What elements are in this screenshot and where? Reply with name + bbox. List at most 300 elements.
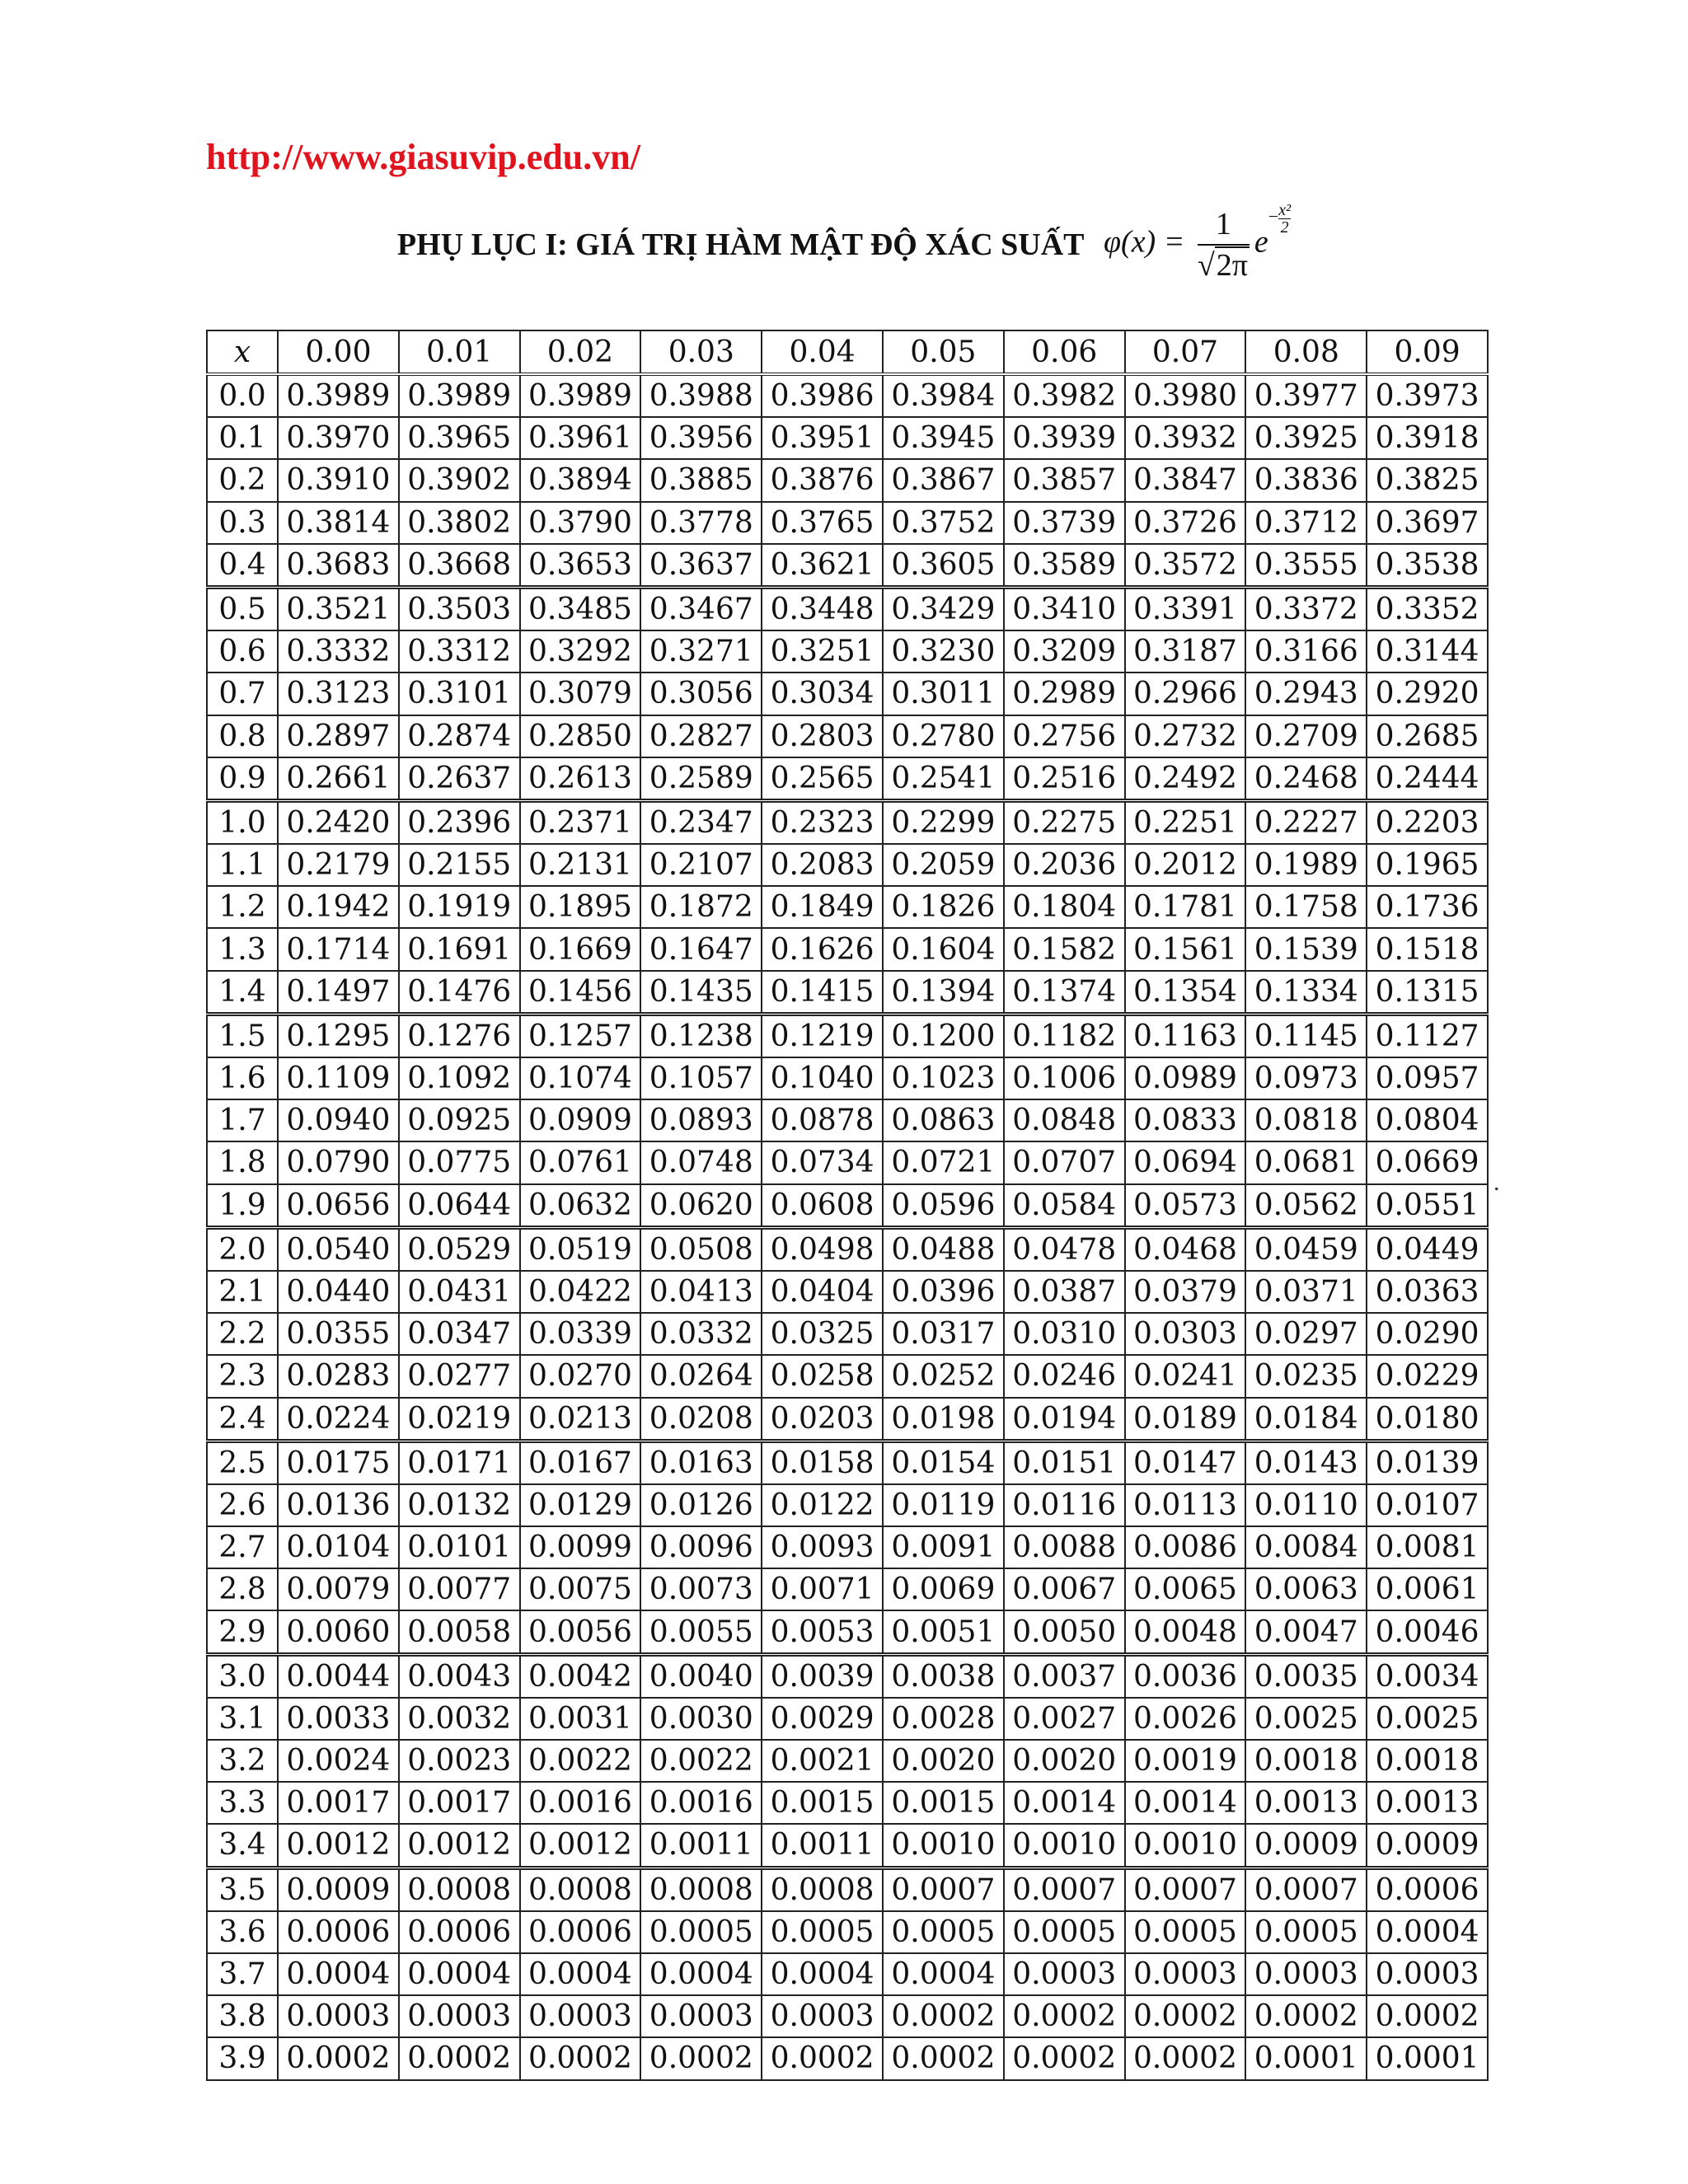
row-label: 1.1 [207, 844, 278, 886]
table-cell: 0.0009 [278, 1868, 399, 1911]
table-cell: 0.0069 [883, 1568, 1004, 1610]
table-cell: 0.3726 [1125, 502, 1246, 544]
row-label: 2.9 [207, 1610, 278, 1654]
table-cell: 0.1315 [1367, 971, 1488, 1015]
row-label: 1.2 [207, 886, 278, 928]
table-cell: 0.0009 [1367, 1824, 1488, 1868]
table-cell: 0.0129 [520, 1484, 641, 1526]
row-label: 3.1 [207, 1698, 278, 1740]
table-cell: 0.3653 [520, 544, 641, 588]
table-cell: 0.0096 [640, 1526, 762, 1568]
row-label: 1.8 [207, 1141, 278, 1183]
table-cell: 0.3621 [762, 544, 883, 588]
table-row [207, 715, 1488, 757]
table-row [207, 587, 1488, 630]
table-cell: 0.0050 [1004, 1610, 1125, 1654]
table-cell: 0.0008 [520, 1868, 641, 1911]
table-cell: 0.1295 [278, 1014, 399, 1057]
table-cell: 0.0347 [399, 1313, 520, 1355]
table-cell: 0.0005 [762, 1911, 883, 1953]
table-cell: 0.0086 [1125, 1526, 1246, 1568]
table-cell: 0.3034 [762, 673, 883, 715]
table-cell: 0.0139 [1367, 1441, 1488, 1484]
table-cell: 0.0013 [1245, 1782, 1367, 1824]
table-cell: 0.0940 [278, 1099, 399, 1141]
table-cell: 0.0213 [520, 1398, 641, 1441]
table-cell: 0.0422 [520, 1271, 641, 1313]
table-cell: 0.0694 [1125, 1141, 1246, 1183]
table-cell: 0.0632 [520, 1184, 641, 1228]
table-cell: 0.3970 [278, 417, 399, 459]
table-cell: 0.0371 [1245, 1271, 1367, 1313]
table-cell: 0.0863 [883, 1099, 1004, 1141]
table-cell: 0.0529 [399, 1227, 520, 1271]
table-cell: 0.0608 [762, 1184, 883, 1228]
table-cell: 0.1647 [640, 928, 762, 970]
table-cell: 0.1604 [883, 928, 1004, 970]
table-cell: 0.0002 [1125, 1995, 1246, 2037]
table-cell: 0.1561 [1125, 928, 1246, 970]
table-row [207, 630, 1488, 673]
table-cell: 0.0004 [883, 1953, 1004, 1995]
table-row [207, 1782, 1488, 1824]
table-row [207, 1610, 1488, 1654]
table-cell: 0.0303 [1125, 1313, 1246, 1355]
table-cell: 0.0310 [1004, 1313, 1125, 1355]
table-cell: 0.1200 [883, 1014, 1004, 1057]
table-cell: 0.0008 [399, 1868, 520, 1911]
table-cell: 0.3637 [640, 544, 762, 588]
table-row [207, 1484, 1488, 1526]
table-cell: 0.3555 [1245, 544, 1367, 588]
table-cell: 0.3011 [883, 673, 1004, 715]
table-cell: 0.3448 [762, 587, 883, 630]
table-cell: 0.1758 [1245, 886, 1367, 928]
table-cell: 0.2565 [762, 757, 883, 801]
table-cell: 0.0002 [278, 2037, 399, 2079]
table-cell: 0.0025 [1367, 1698, 1488, 1740]
table-cell: 0.0005 [1245, 1911, 1367, 1953]
table-cell: 0.0031 [520, 1698, 641, 1740]
table-cell: 0.0004 [399, 1953, 520, 1995]
table-cell: 0.0110 [1245, 1484, 1367, 1526]
table-cell: 0.0033 [278, 1698, 399, 1740]
table-cell: 0.1354 [1125, 971, 1246, 1015]
table-cell: 0.0235 [1245, 1355, 1367, 1397]
table-cell: 0.0107 [1367, 1484, 1488, 1526]
table-cell: 0.3765 [762, 502, 883, 544]
table-cell: 0.0562 [1245, 1184, 1367, 1228]
table-cell: 0.0002 [1004, 1995, 1125, 2037]
table-cell: 0.0023 [399, 1740, 520, 1782]
table-cell: 0.3271 [640, 630, 762, 673]
table-cell: 0.3503 [399, 587, 520, 630]
table-cell: 0.2803 [762, 715, 883, 757]
table-cell: 0.0163 [640, 1441, 762, 1484]
table-cell: 0.0056 [520, 1610, 641, 1654]
density-formula [1104, 200, 1292, 284]
table-cell: 0.0198 [883, 1398, 1004, 1441]
table-cell: 0.0151 [1004, 1441, 1125, 1484]
table-row [207, 673, 1488, 715]
table-cell: 0.0084 [1245, 1526, 1367, 1568]
table-cell: 0.0038 [883, 1654, 1004, 1698]
table-cell: 0.0017 [278, 1782, 399, 1824]
table-cell: 0.3292 [520, 630, 641, 673]
table-cell: 0.2709 [1245, 715, 1367, 757]
table-cell: 0.0002 [883, 1995, 1004, 2037]
table-row [207, 1698, 1488, 1740]
row-label: 3.9 [207, 2037, 278, 2079]
table-cell: 0.0001 [1367, 2037, 1488, 2079]
table-cell: 0.0009 [1245, 1824, 1367, 1868]
table-cell: 0.0848 [1004, 1099, 1125, 1141]
table-row [207, 1099, 1488, 1141]
table-cell: 0.0132 [399, 1484, 520, 1526]
table-cell: 0.2685 [1367, 715, 1488, 757]
table-cell: 0.0189 [1125, 1398, 1246, 1441]
table-cell: 0.0003 [399, 1995, 520, 2037]
row-label: 1.5 [207, 1014, 278, 1057]
table-cell: 0.1626 [762, 928, 883, 970]
table-cell: 0.3166 [1245, 630, 1367, 673]
table-row [207, 1953, 1488, 1995]
table-cell: 0.0136 [278, 1484, 399, 1526]
table-cell: 0.0669 [1367, 1141, 1488, 1183]
table-body [207, 374, 1488, 2080]
table-cell: 0.0017 [399, 1782, 520, 1824]
table-row [207, 928, 1488, 970]
table-cell: 0.1942 [278, 886, 399, 928]
table-cell: 0.0290 [1367, 1313, 1488, 1355]
table-row [207, 844, 1488, 886]
table-cell: 0.2756 [1004, 715, 1125, 757]
row-label: 2.1 [207, 1271, 278, 1313]
table-cell: 0.0006 [520, 1911, 641, 1953]
table-cell: 0.0203 [762, 1398, 883, 1441]
table-cell: 0.0048 [1125, 1610, 1246, 1654]
table-cell: 0.0818 [1245, 1099, 1367, 1141]
formula-numerator: 1 [1198, 206, 1250, 246]
formula-exp-num: x² [1278, 200, 1292, 219]
table-cell: 0.2732 [1125, 715, 1246, 757]
table-cell: 0.3956 [640, 417, 762, 459]
row-label: 3.7 [207, 1953, 278, 1995]
table-cell: 0.3144 [1367, 630, 1488, 673]
table-cell: 0.1257 [520, 1014, 641, 1057]
table-cell: 0.1872 [640, 886, 762, 928]
table-cell: 0.1394 [883, 971, 1004, 1015]
table-cell: 0.1127 [1367, 1014, 1488, 1057]
formula-exp-den: 2 [1280, 218, 1289, 237]
table-cell: 0.0012 [278, 1824, 399, 1868]
table-cell: 0.2920 [1367, 673, 1488, 715]
table-cell: 0.0021 [762, 1740, 883, 1782]
table-cell: 0.0158 [762, 1441, 883, 1484]
table-cell: 0.2468 [1245, 757, 1367, 801]
table-cell: 0.0037 [1004, 1654, 1125, 1698]
table-cell: 0.0171 [399, 1441, 520, 1484]
table-cell: 0.1145 [1245, 1014, 1367, 1057]
table-cell: 0.0596 [883, 1184, 1004, 1228]
table-cell: 0.0010 [1125, 1824, 1246, 1868]
row-label: 0.3 [207, 502, 278, 544]
table-cell: 0.0032 [399, 1698, 520, 1740]
table-cell: 0.0022 [520, 1740, 641, 1782]
row-label: 3.6 [207, 1911, 278, 1953]
table-cell: 0.2897 [278, 715, 399, 757]
table-cell: 0.0551 [1367, 1184, 1488, 1228]
table-cell: 0.2661 [278, 757, 399, 801]
table-cell: 0.2083 [762, 844, 883, 886]
table-cell: 0.2943 [1245, 673, 1367, 715]
table-cell: 0.2444 [1367, 757, 1488, 801]
row-label: 2.6 [207, 1484, 278, 1526]
table-cell: 0.0404 [762, 1271, 883, 1313]
table-cell: 0.0790 [278, 1141, 399, 1183]
table-row [207, 886, 1488, 928]
table-cell: 0.0180 [1367, 1398, 1488, 1441]
table-cell: 0.3572 [1125, 544, 1246, 588]
table-cell: 0.3984 [883, 374, 1004, 417]
table-cell: 0.3836 [1245, 459, 1367, 501]
row-label: 3.0 [207, 1654, 278, 1698]
row-label: 0.4 [207, 544, 278, 588]
table-cell: 0.0519 [520, 1227, 641, 1271]
table-cell: 0.3352 [1367, 587, 1488, 630]
table-cell: 0.3982 [1004, 374, 1125, 417]
table-cell: 0.0775 [399, 1141, 520, 1183]
table-cell: 0.3885 [640, 459, 762, 501]
table-cell: 0.0073 [640, 1568, 762, 1610]
table-cell: 0.0175 [278, 1441, 399, 1484]
site-url-link[interactable]: http://www.giasuvip.edu.vn/ [206, 137, 640, 177]
table-cell: 0.0015 [883, 1782, 1004, 1824]
table-cell: 0.0002 [520, 2037, 641, 2079]
table-cell: 0.1714 [278, 928, 399, 970]
column-header: 0.05 [883, 330, 1004, 374]
table-cell: 0.3961 [520, 417, 641, 459]
table-row [207, 1057, 1488, 1099]
row-label: 2.7 [207, 1526, 278, 1568]
table-row [207, 1526, 1488, 1568]
table-cell: 0.0355 [278, 1313, 399, 1355]
table-cell: 0.2107 [640, 844, 762, 886]
table-cell: 0.2059 [883, 844, 1004, 886]
column-header: 0.04 [762, 330, 883, 374]
table-cell: 0.0283 [278, 1355, 399, 1397]
table-cell: 0.0804 [1367, 1099, 1488, 1141]
table-row [207, 1313, 1488, 1355]
row-label: 0.8 [207, 715, 278, 757]
row-label: 3.2 [207, 1740, 278, 1782]
table-cell: 0.0317 [883, 1313, 1004, 1355]
table-cell: 0.0019 [1125, 1740, 1246, 1782]
table-cell: 0.0005 [640, 1911, 762, 1953]
table-cell: 0.3973 [1367, 374, 1488, 417]
table-cell: 0.0047 [1245, 1610, 1367, 1654]
table-cell: 0.0091 [883, 1526, 1004, 1568]
table-cell: 0.0246 [1004, 1355, 1125, 1397]
table-cell: 0.0004 [762, 1953, 883, 1995]
table-cell: 0.0003 [1004, 1953, 1125, 1995]
table-cell: 0.1057 [640, 1057, 762, 1099]
table-cell: 0.2227 [1245, 800, 1367, 844]
table-cell: 0.3209 [1004, 630, 1125, 673]
table-cell: 0.0909 [520, 1099, 641, 1141]
table-cell: 0.0002 [1004, 2037, 1125, 2079]
table-cell: 0.0101 [399, 1526, 520, 1568]
table-cell: 0.0011 [640, 1824, 762, 1868]
table-cell: 0.0026 [1125, 1698, 1246, 1740]
table-cell: 0.3932 [1125, 417, 1246, 459]
table-cell: 0.0396 [883, 1271, 1004, 1313]
table-cell: 0.3825 [1367, 459, 1488, 501]
table-cell: 0.0431 [399, 1271, 520, 1313]
table-cell: 0.0005 [1125, 1911, 1246, 1953]
table-cell: 0.0258 [762, 1355, 883, 1397]
table-cell: 0.0001 [1245, 2037, 1367, 2079]
table-cell: 0.1074 [520, 1057, 641, 1099]
table-row [207, 1740, 1488, 1782]
table-cell: 0.0440 [278, 1271, 399, 1313]
formula-root: 2π [1216, 248, 1248, 283]
table-cell: 0.0036 [1125, 1654, 1246, 1698]
table-row [207, 1227, 1488, 1271]
table-cell: 0.0071 [762, 1568, 883, 1610]
table-cell: 0.2613 [520, 757, 641, 801]
table-cell: 0.2203 [1367, 800, 1488, 844]
table-cell: 0.3989 [278, 374, 399, 417]
table-cell: 0.2131 [520, 844, 641, 886]
table-cell: 0.3521 [278, 587, 399, 630]
row-label: 2.4 [207, 1398, 278, 1441]
row-label: 1.6 [207, 1057, 278, 1099]
table-cell: 0.0061 [1367, 1568, 1488, 1610]
table-cell: 0.0060 [278, 1610, 399, 1654]
row-label: 2.8 [207, 1568, 278, 1610]
table-cell: 0.0014 [1004, 1782, 1125, 1824]
table-cell: 0.0122 [762, 1484, 883, 1526]
row-label: 1.0 [207, 800, 278, 844]
table-row [207, 459, 1488, 501]
table-cell: 0.0194 [1004, 1398, 1125, 1441]
table-cell: 0.0035 [1245, 1654, 1367, 1698]
table-cell: 0.0363 [1367, 1271, 1488, 1313]
table-cell: 0.0007 [883, 1868, 1004, 1911]
table-cell: 0.3790 [520, 502, 641, 544]
table-cell: 0.0004 [278, 1953, 399, 1995]
table-cell: 0.0015 [762, 1782, 883, 1824]
row-label: 0.5 [207, 587, 278, 630]
table-cell: 0.3589 [1004, 544, 1125, 588]
table-cell: 0.2347 [640, 800, 762, 844]
table-cell: 0.0459 [1245, 1227, 1367, 1271]
table-cell: 0.3739 [1004, 502, 1125, 544]
table-cell: 0.1849 [762, 886, 883, 928]
table-cell: 0.0147 [1125, 1441, 1246, 1484]
table-row [207, 757, 1488, 801]
table-cell: 0.0644 [399, 1184, 520, 1228]
table-cell: 0.1539 [1245, 928, 1367, 970]
formula-base: e [1254, 224, 1268, 260]
table-cell: 0.0002 [1125, 2037, 1246, 2079]
row-label: 2.0 [207, 1227, 278, 1271]
table-row [207, 1441, 1488, 1484]
table-row [207, 1141, 1488, 1183]
table-cell: 0.0067 [1004, 1568, 1125, 1610]
table-cell: 0.3847 [1125, 459, 1246, 501]
table-cell: 0.1109 [278, 1057, 399, 1099]
row-label: 0.2 [207, 459, 278, 501]
table-cell: 0.3485 [520, 587, 641, 630]
table-cell: 0.3429 [883, 587, 1004, 630]
table-cell: 0.1669 [520, 928, 641, 970]
table-cell: 0.1989 [1245, 844, 1367, 886]
table-cell: 0.2850 [520, 715, 641, 757]
table-cell: 0.0002 [640, 2037, 762, 2079]
table-row [207, 1824, 1488, 1868]
table-row [207, 417, 1488, 459]
row-label: 0.9 [207, 757, 278, 801]
table-cell: 0.0043 [399, 1654, 520, 1698]
table-cell: 0.0957 [1367, 1057, 1488, 1099]
table-cell: 0.0449 [1367, 1227, 1488, 1271]
table-cell: 0.0478 [1004, 1227, 1125, 1271]
table-cell: 0.0079 [278, 1568, 399, 1610]
table-cell: 0.2492 [1125, 757, 1246, 801]
table-cell: 0.0748 [640, 1141, 762, 1183]
table-cell: 0.0012 [399, 1824, 520, 1868]
table-cell: 0.0264 [640, 1355, 762, 1397]
column-header: 0.07 [1125, 330, 1246, 374]
table-cell: 0.3251 [762, 630, 883, 673]
table-cell: 0.0277 [399, 1355, 520, 1397]
table-cell: 0.3467 [640, 587, 762, 630]
table-cell: 0.3910 [278, 459, 399, 501]
table-cell: 0.3668 [399, 544, 520, 588]
table-cell: 0.1582 [1004, 928, 1125, 970]
table-cell: 0.2989 [1004, 673, 1125, 715]
table-row [207, 544, 1488, 588]
table-cell: 0.0707 [1004, 1141, 1125, 1183]
table-cell: 0.3712 [1245, 502, 1367, 544]
page-title [0, 200, 1688, 284]
table-cell: 0.3605 [883, 544, 1004, 588]
table-cell: 0.3876 [762, 459, 883, 501]
row-label: 2.2 [207, 1313, 278, 1355]
table-cell: 0.1965 [1367, 844, 1488, 886]
table-cell: 0.0003 [640, 1995, 762, 2037]
table-cell: 0.2299 [883, 800, 1004, 844]
column-header: 0.08 [1245, 330, 1367, 374]
table-cell: 0.0007 [1245, 1868, 1367, 1911]
table-cell: 0.3989 [399, 374, 520, 417]
table-cell: 0.0004 [520, 1953, 641, 1995]
table-cell: 0.1219 [762, 1014, 883, 1057]
table-cell: 0.0167 [520, 1441, 641, 1484]
table-cell: 0.0018 [1245, 1740, 1367, 1782]
table-cell: 0.0379 [1125, 1271, 1246, 1313]
table-cell: 0.0006 [1367, 1868, 1488, 1911]
table-cell: 0.0010 [1004, 1824, 1125, 1868]
table-cell: 0.0030 [640, 1698, 762, 1740]
table-cell: 0.0270 [520, 1355, 641, 1397]
table-cell: 0.0065 [1125, 1568, 1246, 1610]
table-cell: 0.3951 [762, 417, 883, 459]
table-header-row [207, 330, 1488, 374]
column-header: 0.02 [520, 330, 641, 374]
